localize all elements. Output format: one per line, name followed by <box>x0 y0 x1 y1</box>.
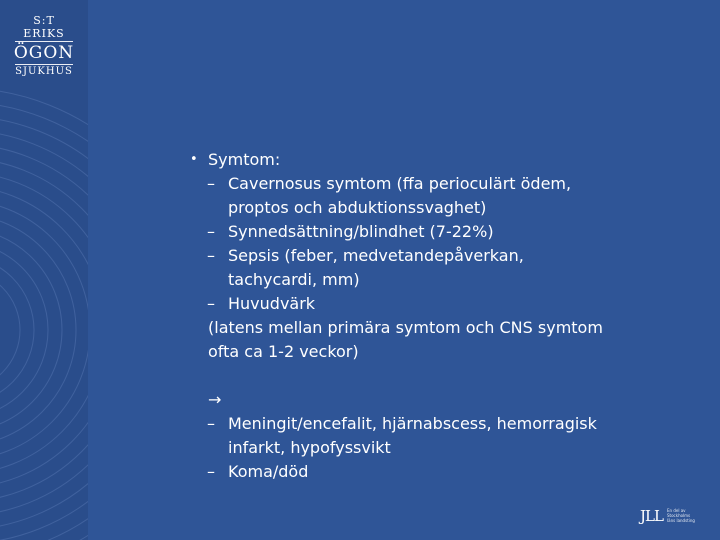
sidebar-arc <box>0 186 88 474</box>
latency-note <box>190 316 690 364</box>
logo-rule <box>15 41 73 42</box>
dash-marker: – <box>207 294 215 313</box>
sub-item <box>190 412 690 460</box>
bullet-symtom <box>190 148 690 172</box>
sub-item-text: Huvudvärk <box>228 294 316 313</box>
sidebar-arc <box>0 158 88 502</box>
sub-item <box>190 460 690 484</box>
county-council-logo <box>640 505 704 529</box>
sub-item-text: Meningit/encefalit, hjärnabscess, hemorragisk <box>228 414 597 433</box>
county-logo-line: Stockholms <box>667 513 691 518</box>
sidebar-arc <box>0 130 88 530</box>
sidebar-pattern <box>0 0 88 540</box>
arrow-line <box>190 388 690 412</box>
dash-marker: – <box>207 174 215 193</box>
sub-item <box>190 292 690 316</box>
sub-item-text: Koma/död <box>228 462 309 481</box>
sub-item-text-cont: proptos och abduktionssvaghet) <box>228 198 487 217</box>
dash-marker: – <box>207 414 215 433</box>
sidebar-arc <box>0 172 88 488</box>
dash-marker: – <box>207 462 215 481</box>
logo-line-2: ÖGON <box>13 43 75 63</box>
logo-rule <box>15 64 73 65</box>
arrow-right-icon: → <box>208 390 222 409</box>
sub-item-text: Cavernosus symtom (ffa perioculärt ödem, <box>228 174 572 193</box>
sub-item-text-cont: tachycardi, mm) <box>228 270 360 289</box>
sidebar-arc <box>0 200 88 460</box>
sub-item <box>190 244 690 292</box>
sub-item-text-cont: infarkt, hypofyssvikt <box>228 438 391 457</box>
bullet-marker: • <box>190 152 198 167</box>
dash-marker: – <box>207 222 215 241</box>
slide-body <box>190 148 690 484</box>
note-line-2: ofta ca 1-2 veckor) <box>208 342 359 361</box>
hospital-logo <box>12 14 76 78</box>
logo-line-1: S:T ERIKS <box>23 14 65 40</box>
sidebar-arc <box>0 256 34 404</box>
sidebar-arc <box>0 270 20 390</box>
sidebar-arc <box>0 214 76 446</box>
note-line-1: (latens mellan primära symtom och CNS symtom <box>208 318 603 337</box>
dash-marker: – <box>207 246 215 265</box>
county-logo-line: läns landsting <box>667 518 695 523</box>
sub-item-text: Sepsis (feber, medvetandepåverkan, <box>228 246 524 265</box>
bullet-text: Symtom: <box>208 150 281 169</box>
county-logo-line: En del av <box>667 508 686 513</box>
sub-item-text: Synnedsättning/blindhet (7-22%) <box>228 222 494 241</box>
sub-item <box>190 220 690 244</box>
sidebar-arc <box>0 228 62 432</box>
sidebar-band <box>0 0 88 540</box>
county-logo-text <box>667 508 707 523</box>
sub-item <box>190 172 690 220</box>
county-logo-mark: JLL <box>640 507 663 525</box>
sidebar-arc <box>0 102 88 540</box>
sidebar-arc <box>0 144 88 516</box>
logo-line-3: SJUKHUS <box>15 66 73 77</box>
